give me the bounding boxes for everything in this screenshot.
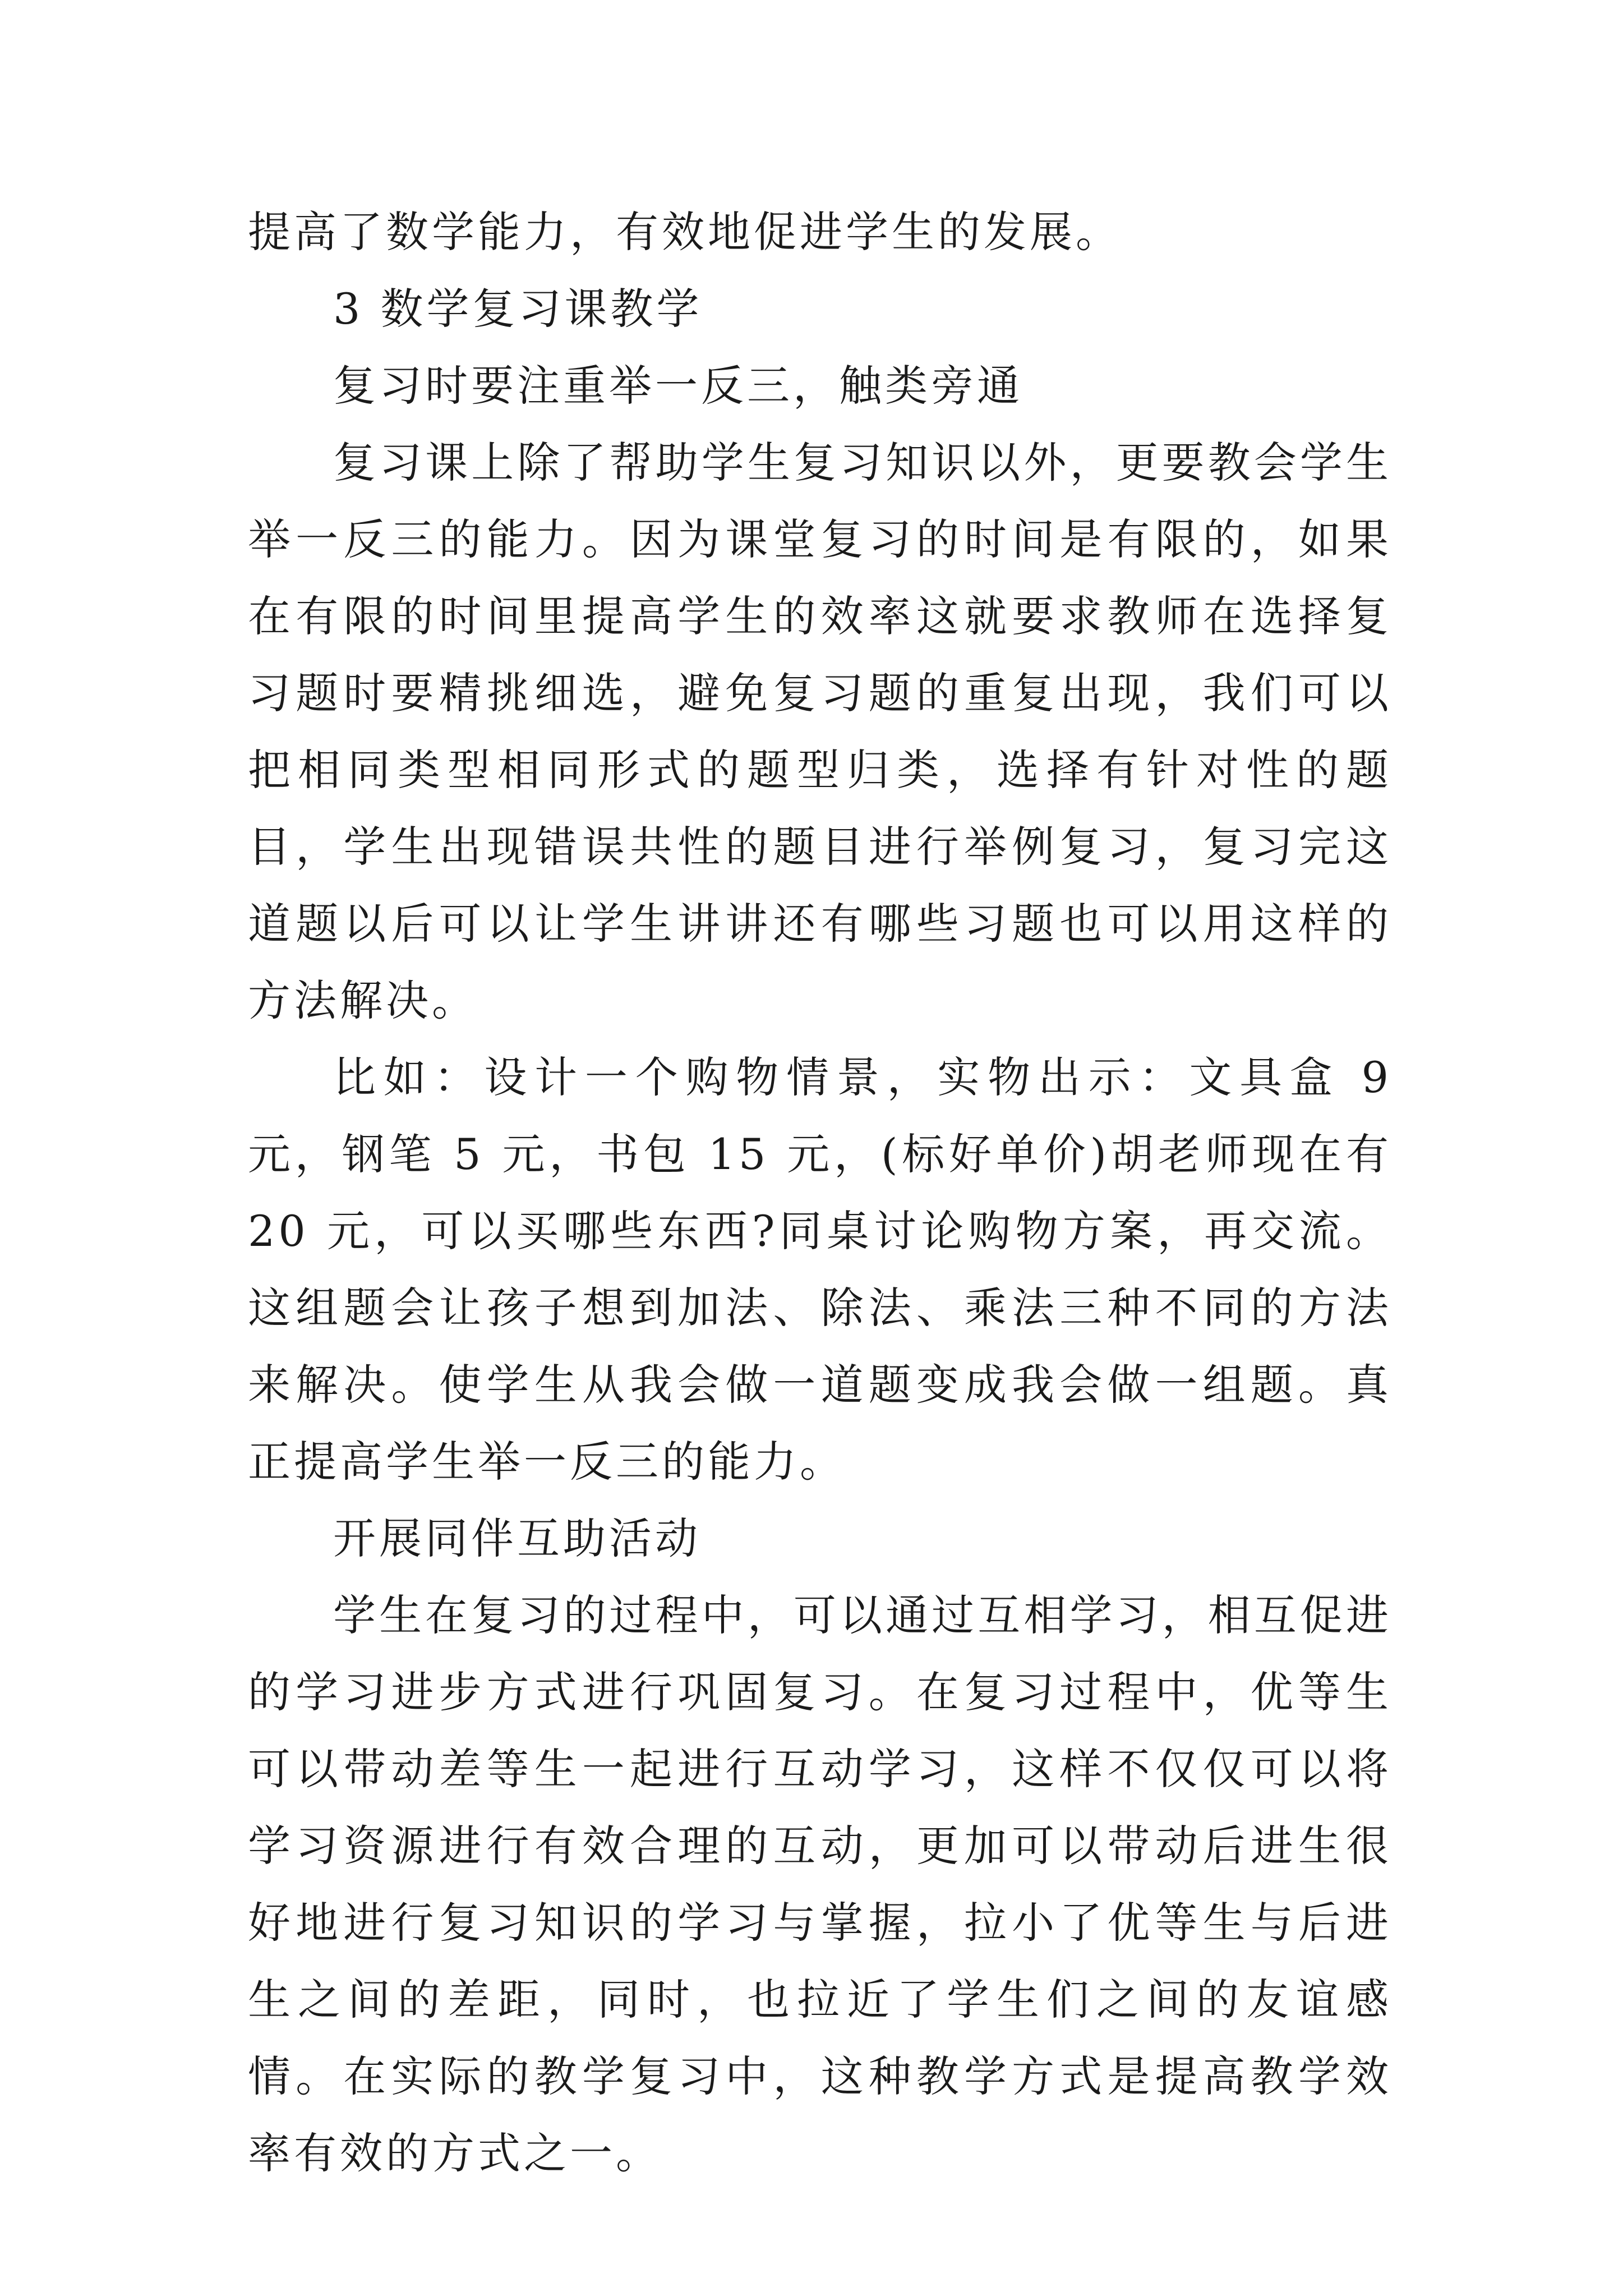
paragraph-shopping-example: 比如：设计一个购物情景，实物出示：文具盒 9 元，钢笔 5 元，书包 15 元，(标好单价)胡老师现在有 20 元，可以买哪些东西?同桌讨论购物方案，再交流。这组题会让孩子想到加法、除法、乘法三种不同的方法来解决。使学生从我会做一道题变成我会做一组题。真正提高学生举一反三的能力。 [248, 1052, 1392, 1487]
subheading-peer-help: 开展同伴互助活动 [333, 1513, 701, 1563]
paragraph-review-method: 复习课上除了帮助学生复习知识以外，更要教会学生举一反三的能力。因为课堂复习的时间是有限的，如果在有限的时间里提高学生的效率这就要求教师在选择复习题时要精挑细选，避免复习题的重复出现，我们可以把相同类型相同形式的题型归类，选择有针对性的题目，学生出现错误共性的题目进行举例复习，复习完这道题以后可以让学生讲讲还有哪些习题也可以用这样的方法解决。 [248, 438, 1392, 1025]
subheading-draw-inferences: 复习时要注重举一反三，触类旁通 [333, 361, 1023, 411]
body-text [248, 194, 1392, 2192]
paragraph-continuation: 提高了数学能力，有效地促进学生的发展。 [248, 207, 1122, 257]
paragraph-peer-help: 学生在复习的过程中，可以通过互相学习，相互促进的学习进步方式进行巩固复习。在复习过程中，优等生可以带动差等生一起进行互动学习，这样不仅仅可以将学习资源进行有效合理的互动，更加可以带动后进生很好地进行复习知识的学习与掌握，拉小了优等生与后进生之间的差距，同时，也拉近了学生们之间的友谊感情。在实际的教学复习中，这种教学方式是提高教学效率有效的方式之一。 [248, 1590, 1392, 2178]
section-heading-review-lesson: 3 数学复习课教学 [333, 284, 703, 334]
